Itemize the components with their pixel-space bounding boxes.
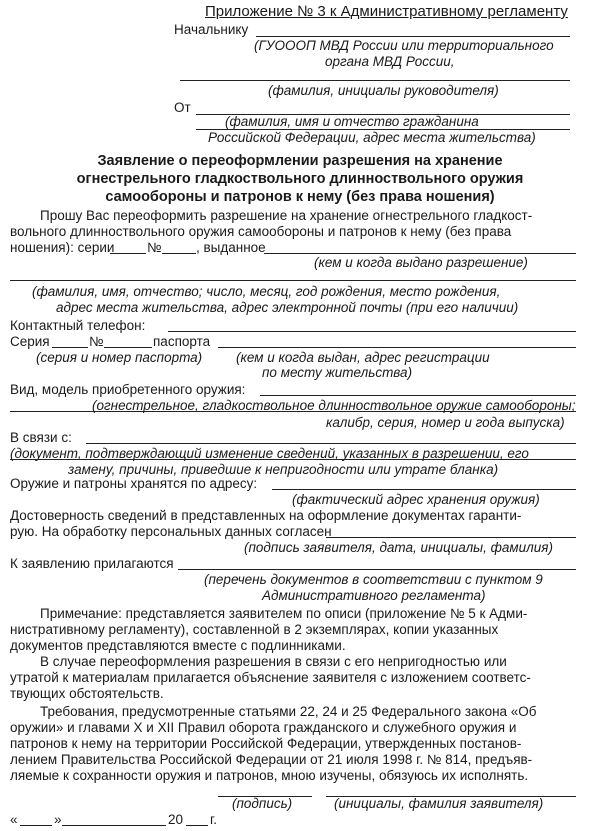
head-field[interactable] [180, 80, 570, 81]
note-line-2: нистративному регламенту), составленной в 2 экземплярах, копии указанных [10, 622, 499, 637]
phone-label: Контактный телефон: [10, 318, 146, 333]
reason-field-2[interactable] [10, 459, 576, 460]
consent-line-1: Достоверность сведений в представленных на оформление документах гаранти- [10, 508, 522, 523]
law-line-3: патронов к нему на территории Российской Федерации, утвержденных постанов- [10, 736, 522, 751]
note-line-1: Примечание: представляется заявителем по описи (приложение № 5 к Адми- [40, 606, 528, 621]
passport-label: паспорта [153, 334, 211, 349]
year-suffix: г. [210, 812, 218, 827]
permit-series-field[interactable] [110, 253, 146, 254]
from-hint-1: (фамилия, имя и отчество гражданина [225, 114, 479, 129]
law-line-4: лением Правительства Российской Федерации от 21 июля 1998 г. № 814, предъяв- [10, 752, 533, 767]
title-line-3: самообороны и патронов к нему (без права ношения) [105, 189, 495, 205]
from-hint-2: Российской Федерации, адрес места жительства) [208, 130, 536, 145]
year-prefix: 20 [168, 812, 184, 827]
loss-line-1: В случае переоформления разрешения в связи с его непригодностью или [40, 654, 507, 669]
law-line-5: ляемые к сохранности оружия и патронов, мною изучены, обязуюсь их исполнять. [10, 768, 529, 783]
passport-issued-field[interactable] [218, 347, 576, 348]
weapon-field-2[interactable] [10, 411, 576, 412]
reason-hint-1: (документ, подтверждающий изменение сведений, указанных в разрешении, его [10, 446, 529, 461]
passport-hint: (серия и номер паспорта) [36, 350, 203, 365]
to-label: Начальнику [174, 22, 249, 37]
permit-issued-field[interactable] [264, 253, 576, 254]
weapon-label: Вид, модель приобретенного оружия: [10, 382, 246, 397]
date-close-quote: » [54, 812, 62, 827]
passport-issued-hint-1: (кем и когда выдан, адрес регистрации [236, 350, 490, 365]
reason-label: В связи с: [10, 430, 72, 445]
passport-number-field[interactable] [104, 347, 152, 348]
p1-line-3a: ношения): серии [10, 240, 115, 255]
permit-number-field[interactable] [162, 253, 196, 254]
p1-line-3c: , выданное [196, 240, 266, 255]
p1-line-2: вольного длинноствольного оружия самообороны и патронов к нему (без права [10, 224, 512, 239]
date-month-field[interactable] [62, 825, 166, 826]
title-line-2: огнестрельного гладкоствольного длинноствольного оружия [76, 171, 524, 187]
weapon-hint-2: калибр, серия, номер и года выпуска) [326, 415, 565, 430]
phone-field[interactable] [168, 331, 576, 332]
date-year-field[interactable] [186, 825, 208, 826]
passport-series-field[interactable] [52, 347, 88, 348]
attach-field[interactable] [178, 569, 576, 570]
weapon-field[interactable] [260, 395, 576, 396]
person-hint-1: (фамилия, имя, отчество; число, месяц, год рождения, место рождения, [32, 284, 501, 299]
to-hint-2: органа МВД России, [325, 54, 455, 69]
from-label: От [174, 100, 191, 115]
passport-issued-hint-2: по месту жительства) [262, 365, 413, 380]
attach-hint-1: (перечень документов в соответствии с пунктом 9 [204, 572, 543, 587]
title-line-1: Заявление о переоформлении разрешения на хранение [97, 153, 503, 169]
storage-label: Оружие и патроны хранятся по адресу: [10, 476, 258, 491]
date-open-quote: « [10, 812, 18, 827]
consent-sign-field[interactable] [326, 537, 576, 538]
p1-line-1: Прошу Вас переоформить разрешение на хранение огнестрельного гладкост- [40, 208, 533, 223]
person-field[interactable] [10, 280, 576, 281]
issued-hint: (кем и когда выдано разрешение) [314, 255, 528, 270]
note-line-3: документов представляются вместе с подлинниками. [10, 638, 346, 653]
loss-line-2: утратой к материалам прилагается объяснение заявителя с изложением соответс- [10, 670, 531, 685]
reason-field[interactable] [86, 443, 576, 444]
reason-hint-2: замену, причины, приведшие к непригодности или утрате бланка) [68, 462, 499, 477]
law-line-2: оружии» и главами X и XII Правил оборота гражданского и служебного оружия и [10, 720, 517, 735]
name-hint: (инициалы, фамилия заявителя) [334, 796, 544, 811]
passport-number-sign: № [89, 334, 104, 349]
person-hint-2: адрес места жительства, адрес электронной почты (при его наличии) [56, 300, 519, 315]
head-hint: (фамилия, инициалы руководителя) [268, 83, 499, 98]
sign-hint: (подпись) [232, 796, 293, 811]
document-title [20, 152, 580, 206]
attach-label: К заявлению прилагаются [10, 556, 174, 571]
to-hint-1: (ГУОООП МВД России или территориального [254, 38, 554, 53]
appendix-title: Приложение № 3 к Административному регламенту [205, 3, 568, 20]
from-field-2[interactable] [196, 129, 570, 130]
date-day-field[interactable] [20, 825, 52, 826]
passport-series-label: Серия [10, 334, 50, 349]
to-field[interactable] [256, 36, 570, 37]
p1-number-sign: № [147, 240, 162, 255]
storage-field[interactable] [272, 489, 576, 490]
attach-hint-2: Административного регламента) [262, 588, 486, 603]
loss-line-3: твующих обстоятельств. [10, 686, 164, 701]
signature-hint: (подпись заявителя, дата, инициалы, фамилия) [244, 540, 553, 555]
law-line-1: Требования, предусмотренные статьями 22, 24 и 25 Федерального закона «Об [40, 704, 537, 719]
weapon-hint-1: (огнестрельное, гладкоствольное длинноствольное оружие самообороны; [92, 398, 576, 413]
consent-line-2: рую. На обработку персональных данных согласен [10, 524, 332, 539]
storage-hint: (фактический адрес хранения оружия) [292, 492, 540, 507]
